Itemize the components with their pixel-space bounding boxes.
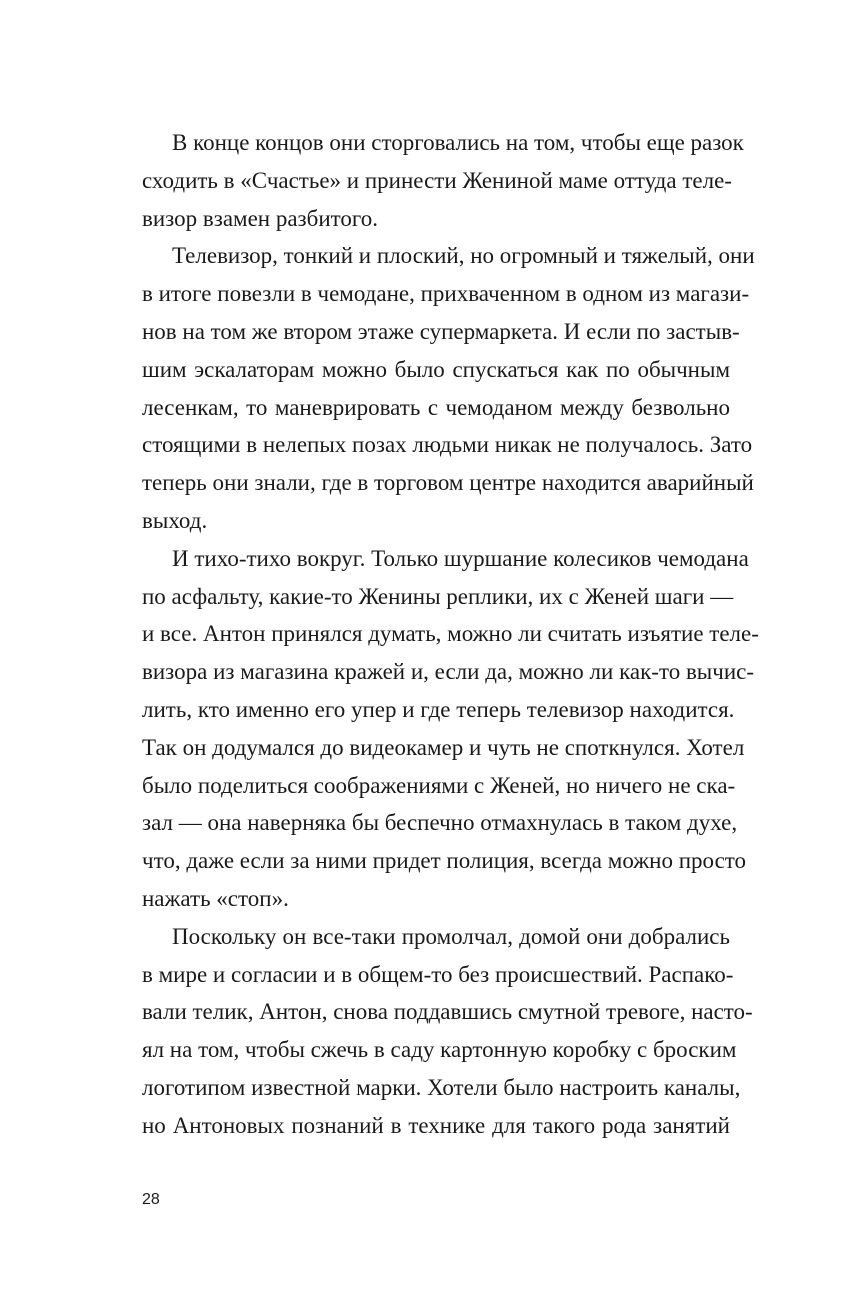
text-line: вали телик, Антон, снова поддавшись смутной тревоге, насто- [142, 999, 753, 1025]
text-line: И тихо-тихо вокруг. Только шуршание колесиков чемодана [172, 545, 749, 571]
text-line: сходить в «Счастье» и принести Жениной маме оттуда теле- [142, 167, 732, 193]
text-line: в итоге повезли в чемодане, прихваченном в одном из магази- [142, 281, 750, 307]
text-line: выход. [142, 507, 208, 533]
text-line: Телевизор, тонкий и плоский, но огромный и тяжелый, они [172, 243, 755, 269]
paragraph-3 [142, 540, 759, 918]
text-line: было поделиться соображениями с Женей, но ничего не ска- [142, 772, 736, 798]
text-line: нажать «стоп». [142, 885, 289, 911]
text-line: в мире и согласии и в общем-то без происшествий. Распако- [142, 961, 734, 987]
text-line: Поскольку он все-таки промолчал, домой они добрались [172, 923, 730, 949]
text-line: визора из магазина кражей и, если да, можно ли как-то вычис- [142, 659, 755, 685]
text-line: и все. Антон принялся думать, можно ли считать изъятие теле- [142, 621, 759, 647]
paragraph-2 [142, 237, 755, 539]
text-line: но Антоновых познаний в технике для такого рода занятий [142, 1112, 730, 1138]
text-line: визор взамен разбитого. [142, 205, 379, 231]
text-line: логотипом известной марки. Хотели было настроить каналы, [142, 1074, 741, 1100]
text-line: зал — она наверняка бы беспечно отмахнулась в таком духе, [142, 810, 738, 836]
text-line: теперь они знали, где в торговом центре находится аварийный [142, 470, 754, 496]
text-line: что, даже если за ними придет полиция, всегда можно просто [142, 848, 747, 874]
page-number: 28 [142, 1191, 160, 1208]
text-line: Так он додумался до видеокамер и чуть не споткнулся. Хотел [142, 734, 745, 760]
text-line: стоящими в нелепых позах людьми никак не получалось. Зато [142, 432, 753, 458]
paragraph-4 [142, 918, 753, 1145]
text-line: ял на том, чтобы сжечь в саду картонную коробку с броским [142, 1037, 737, 1063]
text-line: лить, кто именно его упер и где теперь телевизор находится. [142, 696, 735, 722]
text-line: лесенкам, то маневрировать с чемоданом между безвольно [142, 394, 730, 420]
text-line: шим эскалаторам можно было спускаться как по обычным [142, 356, 730, 382]
body-text [142, 124, 759, 1145]
text-line: нов на том же втором этаже супермаркета. И если по застыв- [142, 318, 740, 344]
text-line: по асфальту, какие-то Женины реплики, их с Женей шаги — [142, 583, 734, 609]
text-line: В конце концов они сторговались на том, чтобы еще разок [172, 130, 744, 155]
paragraph-1 [142, 124, 744, 237]
